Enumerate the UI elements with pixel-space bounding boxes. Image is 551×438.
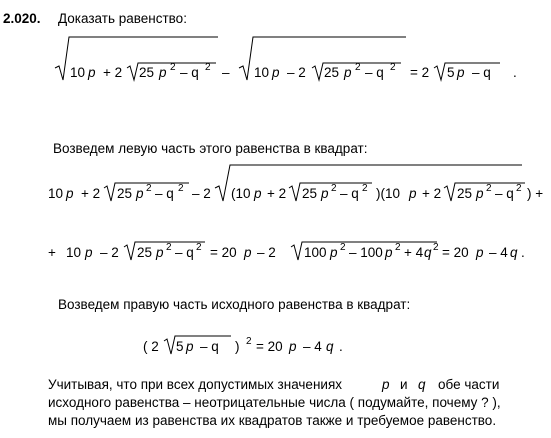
math-token: 2 — [516, 183, 522, 194]
math-token: p — [272, 65, 280, 80]
math-token: – — [222, 65, 230, 80]
math-token: – q — [175, 245, 194, 260]
math-token: – 4 — [303, 339, 322, 354]
math-token: 10 — [70, 65, 86, 80]
math-token: p — [476, 245, 484, 260]
conclusion-line1-and: и — [400, 377, 408, 392]
math-token: 2 — [178, 183, 184, 194]
math-token: p — [156, 245, 164, 260]
math-token: – 2 — [257, 245, 276, 260]
math-token: – 2 — [192, 186, 211, 201]
math-token: 10 — [48, 186, 64, 201]
math-token: + 2 — [422, 186, 442, 201]
math-token: 25 — [139, 65, 155, 80]
conclusion-line1-a: Учитывая, что при всех допустимых значениях — [48, 377, 343, 392]
conclusion-line3: мы получаем из равенства их квадратов также и требуемое равенство. — [48, 413, 497, 428]
problem-number: 2.020. — [3, 11, 41, 26]
math-token: – q — [180, 65, 199, 80]
math-token: 10 — [254, 65, 270, 80]
math-token: ( 2 — [143, 339, 159, 354]
math-token: 2 — [170, 62, 176, 73]
math-token: . — [513, 65, 517, 80]
radical-sign — [164, 336, 231, 354]
math-token: 2 — [433, 242, 439, 253]
math-token: = 20 — [256, 339, 283, 354]
conclusion-line2: исходного равенства – неотрицательные числа ( подумайте, почему ? ), — [48, 395, 501, 410]
math-token: 2 — [362, 183, 368, 194]
math-token: 2 — [196, 242, 202, 253]
math-token: (10 — [231, 186, 251, 201]
math-token: p — [85, 245, 93, 260]
problem-prompt: Доказать равенство: — [58, 11, 187, 26]
math-token: p — [321, 186, 329, 201]
math-token: – 4 — [489, 245, 508, 260]
math-token: 2 — [205, 62, 211, 73]
math-token: 25 — [324, 65, 340, 80]
math-token: 5 — [447, 65, 455, 80]
math-token: . — [339, 339, 343, 354]
math-token: + 2 — [267, 186, 287, 201]
math-token: p — [382, 377, 390, 392]
math-token: ) + — [527, 186, 544, 201]
math-token: 25 — [302, 186, 318, 201]
math-token: – 2 — [100, 245, 119, 260]
math-token: + 4 — [404, 245, 424, 260]
math-token: p — [186, 339, 194, 354]
math-token: 2 — [331, 183, 337, 194]
math-token: q — [326, 339, 334, 354]
conclusion-line1-b: обе части — [438, 377, 500, 392]
math-token: p — [66, 186, 74, 201]
math-token: 25 — [137, 245, 153, 260]
step2-text: Возведем правую часть исходного равенства в квадрат: — [58, 297, 411, 312]
math-token: p — [476, 186, 484, 201]
step1-text: Возведем левую часть этого равенства в квадрат: — [53, 141, 368, 156]
math-token: 2 — [146, 183, 152, 194]
math-token: p — [409, 186, 417, 201]
math-token: q — [424, 245, 432, 260]
math-token: 10 — [66, 245, 82, 260]
math-token: = 2 — [410, 65, 430, 80]
math-token: 2 — [355, 62, 361, 73]
math-token: 25 — [117, 186, 133, 201]
math-token: . — [521, 245, 525, 260]
math-token: p — [289, 339, 297, 354]
math-token: 100 — [304, 245, 327, 260]
math-token: 2 — [246, 336, 252, 347]
math-token: p — [330, 245, 338, 260]
math-token: – q — [365, 65, 384, 80]
math-token: p — [344, 65, 352, 80]
math-token: – q — [200, 339, 219, 354]
math-token: 2 — [340, 242, 346, 253]
math-token: p — [136, 186, 144, 201]
math-token: – 100 — [349, 245, 383, 260]
math-token: 2 — [166, 242, 172, 253]
math-token: + — [48, 245, 56, 260]
math-token: – 2 — [287, 65, 306, 80]
math-token: )(10 — [376, 186, 401, 201]
math-token: 2 — [486, 183, 492, 194]
math-token: p — [244, 245, 252, 260]
math-token: p — [385, 245, 393, 260]
math-token: 25 — [457, 186, 473, 201]
math-token: p — [254, 186, 262, 201]
math-token: = 20 — [210, 245, 237, 260]
math-token: = 20 — [442, 245, 469, 260]
math-token: – q — [472, 65, 491, 80]
math-token: – q — [340, 186, 359, 201]
math-token: + 2 — [81, 186, 101, 201]
math-token: 2 — [390, 62, 396, 73]
math-token: q — [510, 245, 518, 260]
math-token: 2 — [395, 242, 401, 253]
math-token: ) — [235, 339, 240, 354]
math-token: p — [88, 65, 96, 80]
math-token: p — [457, 65, 465, 80]
math-token: q — [418, 377, 426, 392]
math-token: p — [159, 65, 167, 80]
math-token: – q — [495, 186, 514, 201]
math-token: – q — [155, 186, 174, 201]
math-token: + 2 — [103, 65, 123, 80]
math-token: 5 — [176, 339, 184, 354]
